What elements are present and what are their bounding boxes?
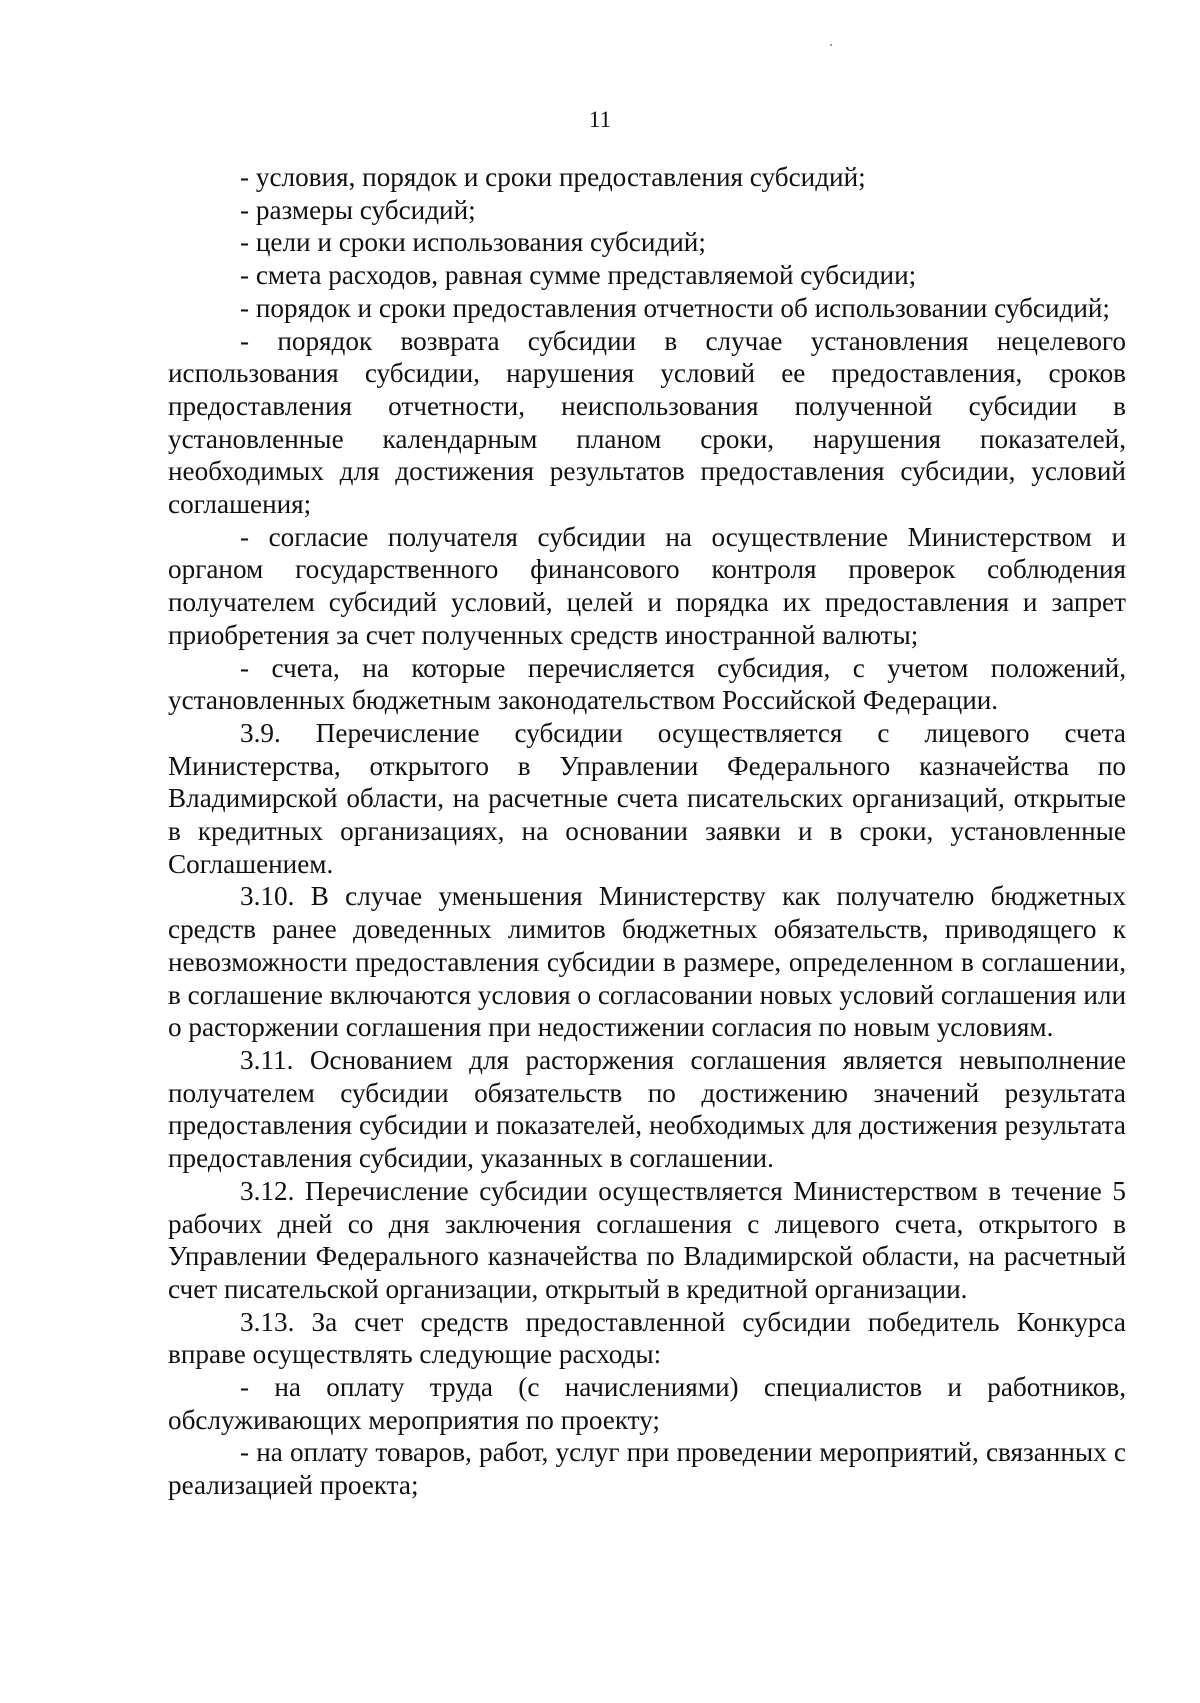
clause-3-13: 3.13. За счет средств предоставленной субсидии победитель Конкурса вправе осуществлять следующие расходы: bbox=[168, 1306, 1126, 1370]
list-item-conditions: - условия, порядок и сроки предоставления субсидий; bbox=[240, 162, 866, 192]
scan-speck bbox=[830, 44, 832, 46]
list-item-accounts: - счета, на которые перечисляется субсидия, с учетом положений, установленных бюджетным законодательством Российской Федерации. bbox=[168, 652, 1126, 716]
list-item-reporting: - порядок и сроки предоставления отчетности об использовании субсидий; bbox=[240, 292, 1110, 323]
list-item-goods: - на оплату товаров, работ, услуг при проведении мероприятий, связанных с реализацией проекта; bbox=[168, 1437, 1126, 1501]
list-item-labor: - на оплату труда (с начислениями) специалистов и работников, обслуживающих мероприятия по проекту; bbox=[168, 1372, 1126, 1435]
list-item-estimate: - смета расходов, равная сумме представляемой субсидии; bbox=[240, 260, 917, 291]
clause-3-10: 3.10. В случае уменьшения Министерству как получателю бюджетных средств ранее доведенных лимитов бюджетных обязательств, приводящего к невозможности предоставления субсидии в размере, определенном в соглашении, в соглашение включаются условия о согласовании новых условий соглашения или о расторжении соглашения при недостижении согласия по новым условиям. bbox=[168, 881, 1126, 1043]
list-item-amounts: - размеры субсидий; bbox=[240, 194, 476, 225]
document-body bbox=[168, 161, 1126, 1502]
clause-3-11: 3.11. Основанием для расторжения соглашения является невыполнение получателем субсидии обязательств по достижению значений результата предоставления субсидии и показателей, необходимых для достижения результата предоставления субсидии, указанных в соглашении. bbox=[168, 1044, 1126, 1174]
page-number: 11 bbox=[588, 107, 612, 132]
list-item-purposes: - цели и сроки использования субсидий; bbox=[240, 227, 706, 258]
list-item-refund: - порядок возврата субсидии в случае установления нецелевого использования субсидии, нарушения условий ее предоставления, сроков предоставления отчетности, неиспользования полученной субсидии в установленные календарным планом сроки, нарушения показателей, необходимых для достижения результатов предоставления субсидии, условий соглашения; bbox=[168, 325, 1126, 520]
clause-3-12: 3.12. Перечисление субсидии осуществляется Министерством в течение 5 рабочих дней со дня заключения соглашения с лицевого счета, открытого в Управлении Федерального казначейства по Владимирской области, на расчетный счет писательской организации, открытый в кредитной организации. bbox=[168, 1175, 1126, 1304]
clause-3-9: 3.9. Перечисление субсидии осуществляется с лицевого счета Министерства, открытого в Управлении Федерального казначейства по Владимирской области, на расчетные счета писательских организаций, открытые в кредитных организациях, на основании заявки и в сроки, установленные Соглашением. bbox=[168, 717, 1126, 879]
list-item-consent: - согласие получателя субсидии на осуществление Министерством и органом государственного финансового контроля проверок соблюдения получателем субсидий условий, целей и порядка их предоставления и запрет приобретения за счет полученных средств иностранной валюты; bbox=[168, 521, 1126, 650]
